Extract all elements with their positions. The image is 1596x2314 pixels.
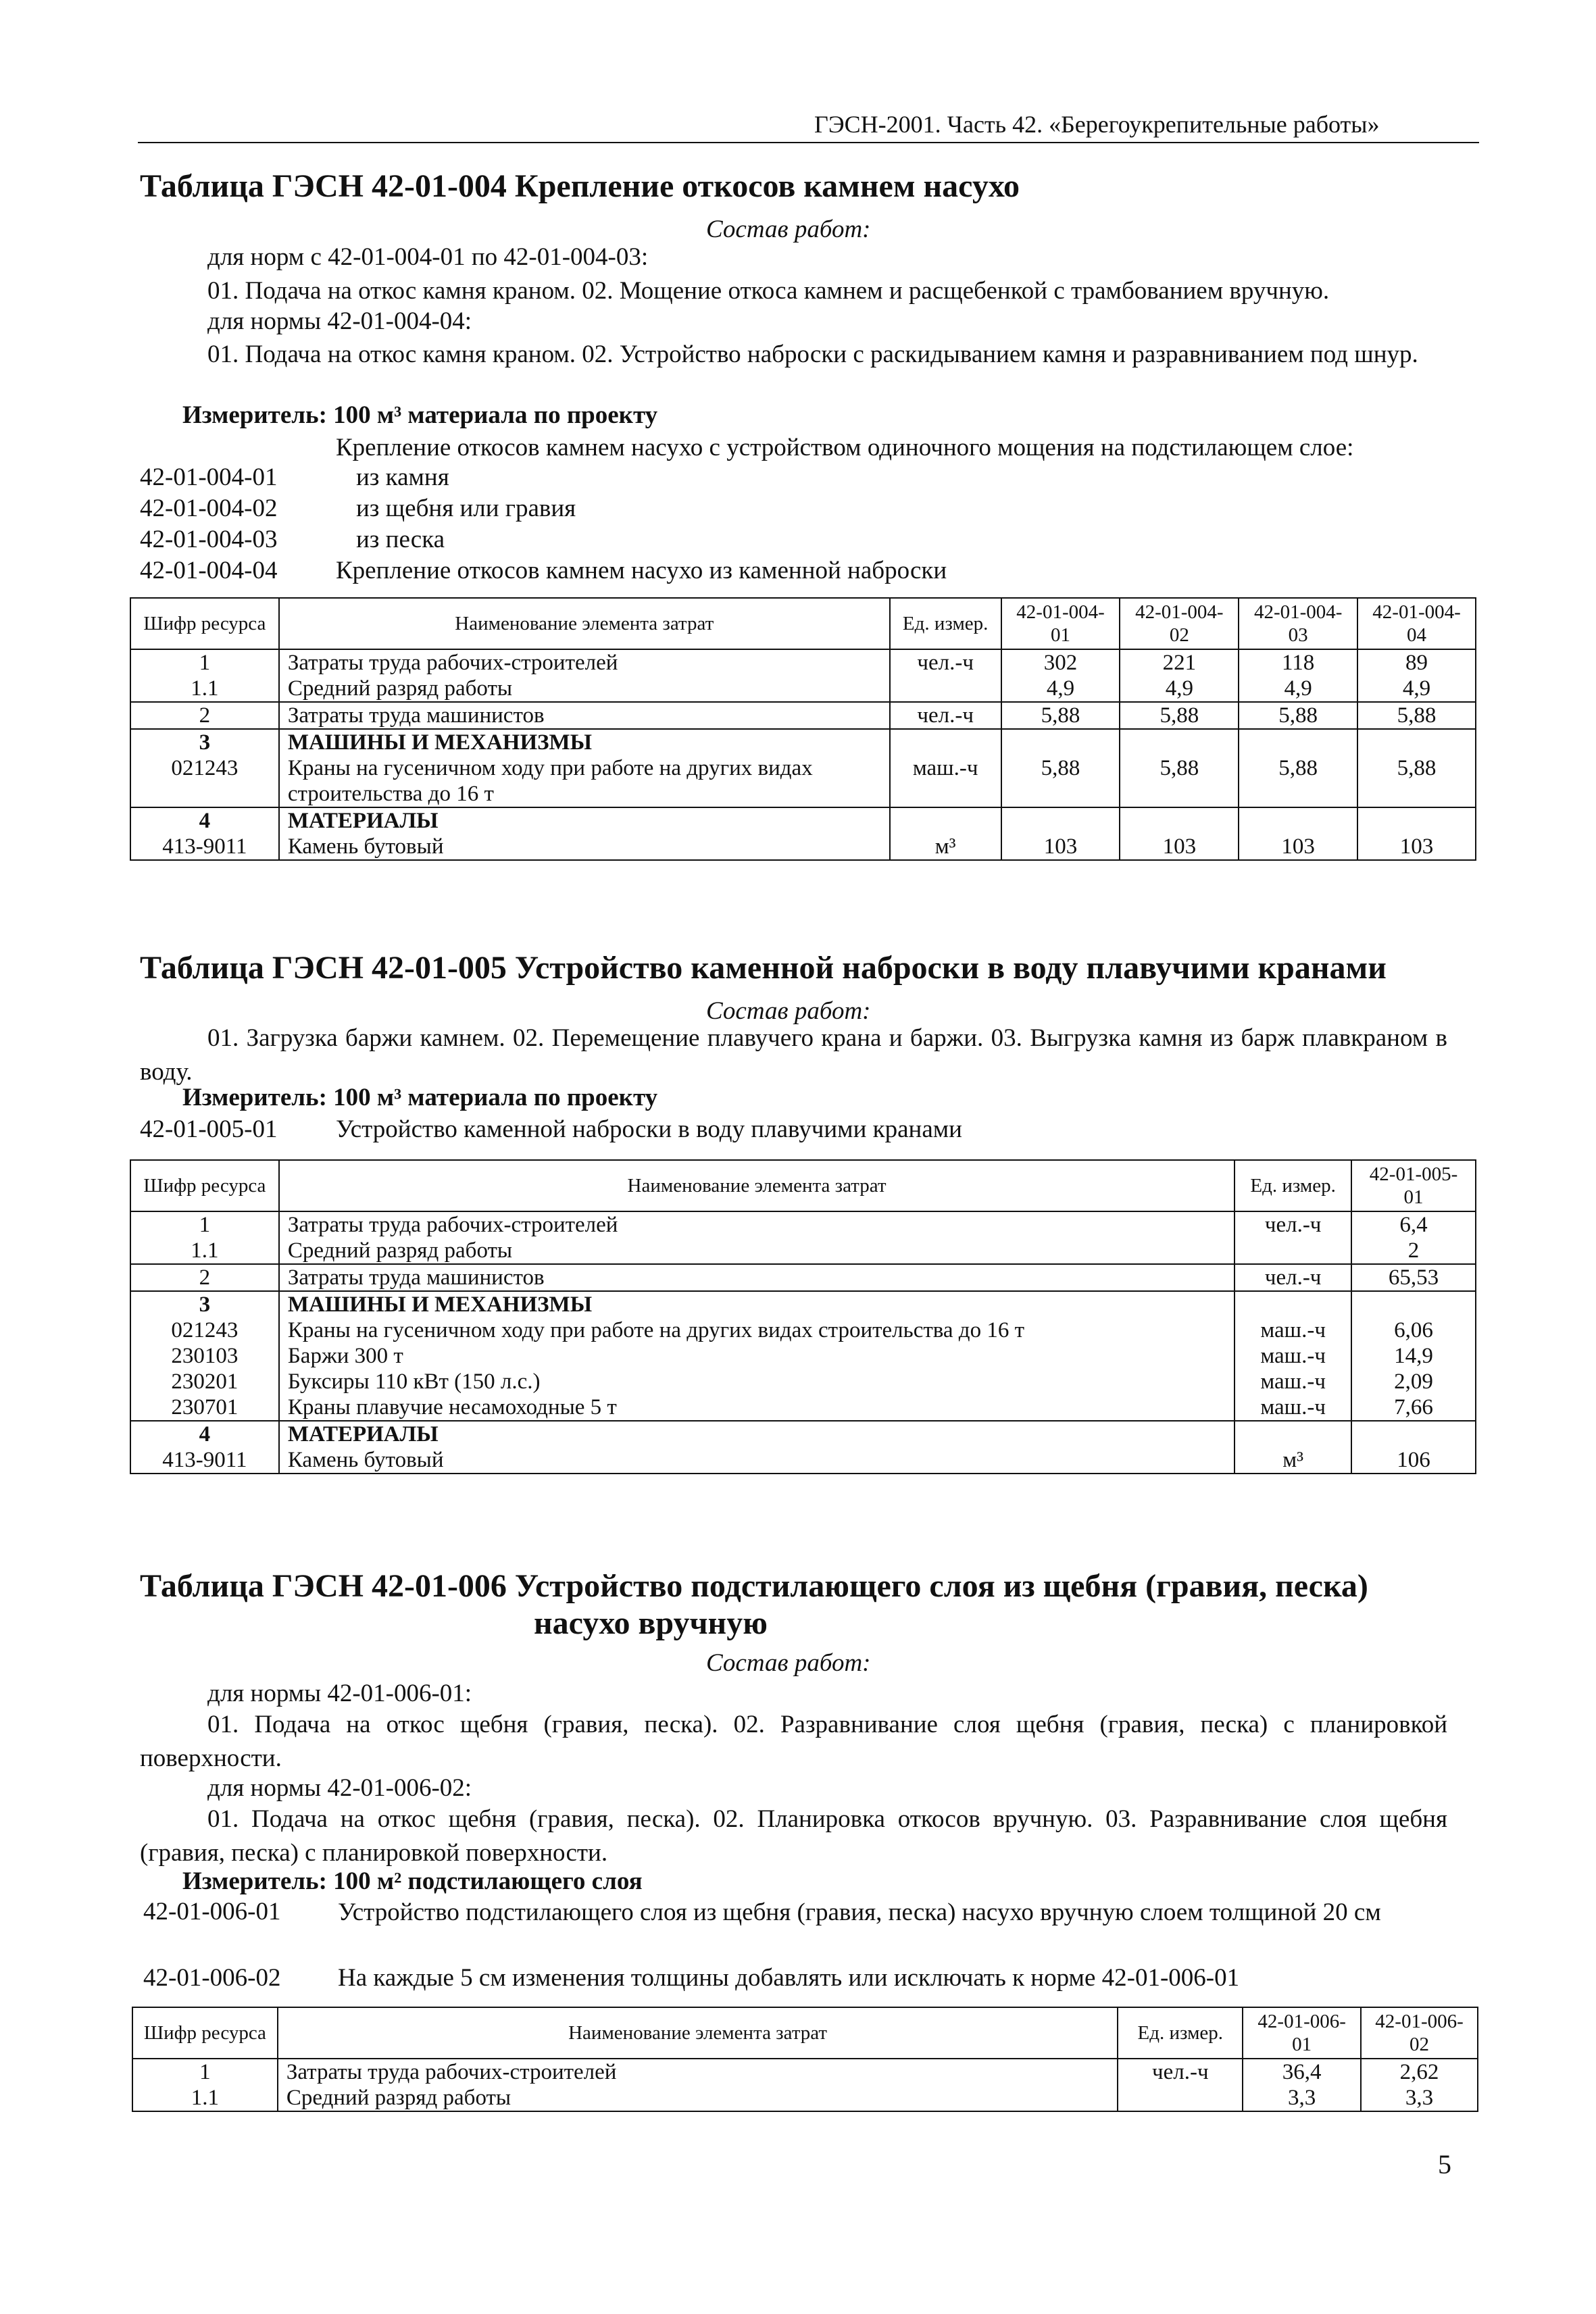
table-006-composition-label: Состав работ: — [706, 1649, 871, 1677]
row-value: 89 — [1357, 649, 1476, 676]
table-header-row — [130, 1160, 1476, 1211]
row-code: 1 — [130, 649, 279, 676]
row-value: 4,9 — [1239, 676, 1357, 702]
resource-table-005 — [130, 1159, 1476, 1474]
row-code: 1 — [130, 1211, 279, 1238]
table-004-work-text-1: 01. Подача на откос камня краном. 02. Мощение откоса камнем и расщебенкой с трамбованием вручную. — [207, 277, 1330, 305]
col-header-norm: 42-01-004-02 — [1120, 598, 1239, 649]
section-heading: МАТЕРИАЛЫ — [279, 1421, 1235, 1447]
row-code: 3 — [130, 729, 279, 755]
row-value: 5,88 — [1120, 755, 1239, 807]
norm-code: 42-01-005-01 — [140, 1115, 278, 1143]
row-name: Средний разряд работы — [279, 676, 890, 702]
table-row — [130, 1238, 1476, 1264]
row-value: 3,3 — [1361, 2085, 1478, 2111]
row-name: Баржи 300 т — [279, 1343, 1235, 1369]
row-name: Затраты труда рабочих-строителей — [278, 2059, 1118, 2085]
row-unit: чел.-ч — [890, 702, 1001, 729]
table-006-work-text-2: 01. Подача на откос щебня (гравия, песка). 02. Планировка откосов вручную. 03. Разравнивание слоя щебня (гравия, песка) с планировкой поверхности. — [140, 1805, 1447, 1867]
table-006-title: Таблица ГЭСН 42-01-006 Устройство подстилающего слоя из щебня (гравия, песка) — [140, 1568, 1368, 1604]
row-name: Краны плавучие несамоходные 5 т — [279, 1394, 1235, 1421]
row-unit: маш.-ч — [890, 755, 1001, 807]
row-value: 4,9 — [1357, 676, 1476, 702]
section-row — [130, 807, 1476, 834]
col-header-code: Шифр ресурса — [130, 598, 279, 649]
table-004-work-note-2: для нормы 42-01-004-04: — [207, 307, 472, 335]
section-heading: МАТЕРИАЛЫ — [279, 807, 890, 834]
row-code: 021243 — [130, 1317, 279, 1343]
table-005-meter: Измеритель: 100 м³ материала по проекту — [182, 1084, 658, 1111]
section-heading: МАШИНЫ И МЕХАНИЗМЫ — [279, 1291, 1235, 1317]
col-header-code: Шифр ресурса — [132, 2007, 278, 2059]
section-row — [130, 1291, 1476, 1317]
resource-table-004 — [130, 597, 1476, 861]
table-006-meter: Измеритель: 100 м² подстилающего слоя — [182, 1867, 643, 1895]
row-code: 1.1 — [130, 676, 279, 702]
norm-code: 42-01-006-01 — [143, 1898, 281, 1926]
table-004-work-text-2: 01. Подача на откос камня краном. 02. Устройство наброски с раскидыванием камня и разравниванием под шнур. — [207, 341, 1418, 368]
table-row — [130, 702, 1476, 729]
table-005-title: Таблица ГЭСН 42-01-005 Устройство каменной наброски в воду плавучими кранами — [140, 950, 1387, 986]
row-value: 106 — [1351, 1447, 1476, 1474]
col-header-norm: 42-01-004-03 — [1239, 598, 1357, 649]
row-value: 5,88 — [1239, 702, 1357, 729]
row-code: 2 — [130, 702, 279, 729]
row-value: 65,53 — [1351, 1264, 1476, 1291]
row-code: 1.1 — [130, 1238, 279, 1264]
row-name: Краны на гусеничном ходу при работе на других видах строительства до 16 т — [279, 1317, 1235, 1343]
row-value: 6,4 — [1351, 1211, 1476, 1238]
col-header-unit: Ед. измер. — [1118, 2007, 1243, 2059]
row-code: 3 — [130, 1291, 279, 1317]
page-number: 5 — [1438, 2149, 1451, 2180]
section-heading: МАШИНЫ И МЕХАНИЗМЫ — [279, 729, 890, 755]
table-005-work-text: 01. Загрузка баржи камнем. 02. Перемещение плавучего крана и баржи. 03. Выгрузка камня из барж плавкраном в воду. — [140, 1024, 1447, 1086]
row-name: Камень бутовый — [279, 834, 890, 860]
table-header-row — [132, 2007, 1478, 2059]
table-row — [130, 1394, 1476, 1421]
table-row — [130, 676, 1476, 702]
table-row — [130, 755, 1476, 807]
col-header-unit: Ед. измер. — [890, 598, 1001, 649]
row-code: 021243 — [130, 755, 279, 807]
norm-name: из щебня или гравия — [356, 495, 576, 522]
table-004-meter: Измеритель: 100 м³ материала по проекту — [182, 401, 658, 429]
row-unit: маш.-ч — [1235, 1317, 1351, 1343]
row-name: Затраты труда машинистов — [279, 702, 890, 729]
row-code: 4 — [130, 807, 279, 834]
row-name: Краны на гусеничном ходу при работе на других видах строительства до 16 т — [279, 755, 890, 807]
row-code: 230201 — [130, 1369, 279, 1394]
norm-name: На каждые 5 см изменения толщины добавлять или исключать к норме 42-01-006-01 — [338, 1964, 1240, 1992]
table-006-work-note-1: для нормы 42-01-006-01: — [207, 1680, 472, 1707]
norm-code: 42-01-004-03 — [140, 526, 278, 553]
col-header-norm: 42-01-006-02 — [1361, 2007, 1478, 2059]
row-value: 5,88 — [1001, 702, 1120, 729]
row-value: 302 — [1001, 649, 1120, 676]
norm-code: 42-01-004-04 — [140, 557, 278, 584]
section-row — [130, 729, 1476, 755]
row-value: 2,62 — [1361, 2059, 1478, 2085]
row-value: 36,4 — [1243, 2059, 1361, 2085]
col-header-unit: Ед. измер. — [1235, 1160, 1351, 1211]
row-value: 3,3 — [1243, 2085, 1361, 2111]
row-code: 2 — [130, 1264, 279, 1291]
row-name: Затраты труда рабочих-строителей — [279, 1211, 1235, 1238]
row-code: 1 — [132, 2059, 278, 2085]
table-004-work-note-1: для норм с 42-01-004-01 по 42-01-004-03: — [207, 243, 649, 271]
row-name: Затраты труда машинистов — [279, 1264, 1235, 1291]
table-row — [130, 1317, 1476, 1343]
row-value: 6,06 — [1351, 1317, 1476, 1343]
row-unit: чел.-ч — [890, 649, 1001, 676]
table-row — [130, 1211, 1476, 1238]
table-row — [130, 834, 1476, 860]
col-header-name: Наименование элемента затрат — [278, 2007, 1118, 2059]
row-unit — [890, 676, 1001, 702]
col-header-norm: 42-01-004-01 — [1001, 598, 1120, 649]
row-value: 5,88 — [1001, 755, 1120, 807]
row-name: Камень бутовый — [279, 1447, 1235, 1474]
col-header-name: Наименование элемента затрат — [279, 598, 890, 649]
row-unit: маш.-ч — [1235, 1394, 1351, 1421]
row-name: Буксиры 110 кВт (150 л.с.) — [279, 1369, 1235, 1394]
row-value: 221 — [1120, 649, 1239, 676]
row-value: 103 — [1001, 834, 1120, 860]
col-header-norm: 42-01-006-01 — [1243, 2007, 1361, 2059]
row-unit: маш.-ч — [1235, 1369, 1351, 1394]
table-row — [130, 1343, 1476, 1369]
table-004-composition-label: Состав работ: — [706, 216, 871, 243]
norm-name: из песка — [356, 526, 445, 553]
running-header: ГЭСН-2001. Часть 42. «Берегоукрепительные работы» — [814, 111, 1380, 138]
row-value: 5,88 — [1239, 755, 1357, 807]
row-unit — [1118, 2085, 1243, 2111]
table-006-work-note-2: для нормы 42-01-006-02: — [207, 1774, 472, 1802]
row-code: 1.1 — [132, 2085, 278, 2111]
row-value: 103 — [1357, 834, 1476, 860]
norm-code: 42-01-004-02 — [140, 495, 278, 522]
table-row — [130, 649, 1476, 676]
resource-table-006 — [132, 2007, 1478, 2112]
norm-code: 42-01-006-02 — [143, 1964, 281, 1992]
norm-name: Крепление откосов камнем насухо из каменной наброски — [336, 557, 947, 584]
row-unit: чел.-ч — [1235, 1264, 1351, 1291]
norm-name: Устройство подстилающего слоя из щебня (гравия, песка) насухо вручную слоем толщиной 20 см — [338, 1898, 1381, 1926]
col-header-name: Наименование элемента затрат — [279, 1160, 1235, 1211]
row-unit: чел.-ч — [1118, 2059, 1243, 2085]
row-value: 5,88 — [1120, 702, 1239, 729]
row-code: 413-9011 — [130, 1447, 279, 1474]
table-row — [130, 1447, 1476, 1474]
table-005-composition-label: Состав работ: — [706, 997, 871, 1025]
table-004-title: Таблица ГЭСН 42-01-004 Крепление откосов камнем насухо — [140, 168, 1020, 204]
row-code: 413-9011 — [130, 834, 279, 860]
header-divider — [138, 142, 1479, 143]
row-unit — [1235, 1238, 1351, 1264]
table-006-title-continued: насухо вручную — [534, 1605, 768, 1641]
norm-name: из камня — [356, 463, 449, 491]
row-name: Затраты труда рабочих-строителей — [279, 649, 890, 676]
row-code: 4 — [130, 1421, 279, 1447]
row-value: 5,88 — [1357, 755, 1476, 807]
table-row — [132, 2085, 1478, 2111]
row-code: 230701 — [130, 1394, 279, 1421]
col-header-norm: 42-01-004-04 — [1357, 598, 1476, 649]
table-row — [130, 1369, 1476, 1394]
row-unit: м³ — [1235, 1447, 1351, 1474]
row-value: 14,9 — [1351, 1343, 1476, 1369]
table-004-group-title: Крепление откосов камнем насухо с устройством одиночного мощения на подстилающем слое: — [336, 434, 1354, 461]
row-value: 4,9 — [1001, 676, 1120, 702]
row-value: 118 — [1239, 649, 1357, 676]
row-value: 2 — [1351, 1238, 1476, 1264]
row-name: Средний разряд работы — [278, 2085, 1118, 2111]
row-value: 2,09 — [1351, 1369, 1476, 1394]
norm-name: Устройство каменной наброски в воду плавучими кранами — [336, 1115, 962, 1143]
col-header-norm: 42-01-005-01 — [1351, 1160, 1476, 1211]
table-006-work-text-1: 01. Подача на откос щебня (гравия, песка). 02. Разравнивание слоя щебня (гравия, песка) с планировкой поверхности. — [140, 1711, 1447, 1772]
table-header-row — [130, 598, 1476, 649]
row-value: 4,9 — [1120, 676, 1239, 702]
table-row — [130, 1264, 1476, 1291]
section-row — [130, 1421, 1476, 1447]
table-row — [132, 2059, 1478, 2085]
row-value: 103 — [1120, 834, 1239, 860]
row-unit: маш.-ч — [1235, 1343, 1351, 1369]
row-unit: чел.-ч — [1235, 1211, 1351, 1238]
row-unit: м³ — [890, 834, 1001, 860]
row-value: 103 — [1239, 834, 1357, 860]
row-value: 5,88 — [1357, 702, 1476, 729]
col-header-code: Шифр ресурса — [130, 1160, 279, 1211]
row-name: Средний разряд работы — [279, 1238, 1235, 1264]
norm-code: 42-01-004-01 — [140, 463, 278, 491]
row-value: 7,66 — [1351, 1394, 1476, 1421]
row-code: 230103 — [130, 1343, 279, 1369]
